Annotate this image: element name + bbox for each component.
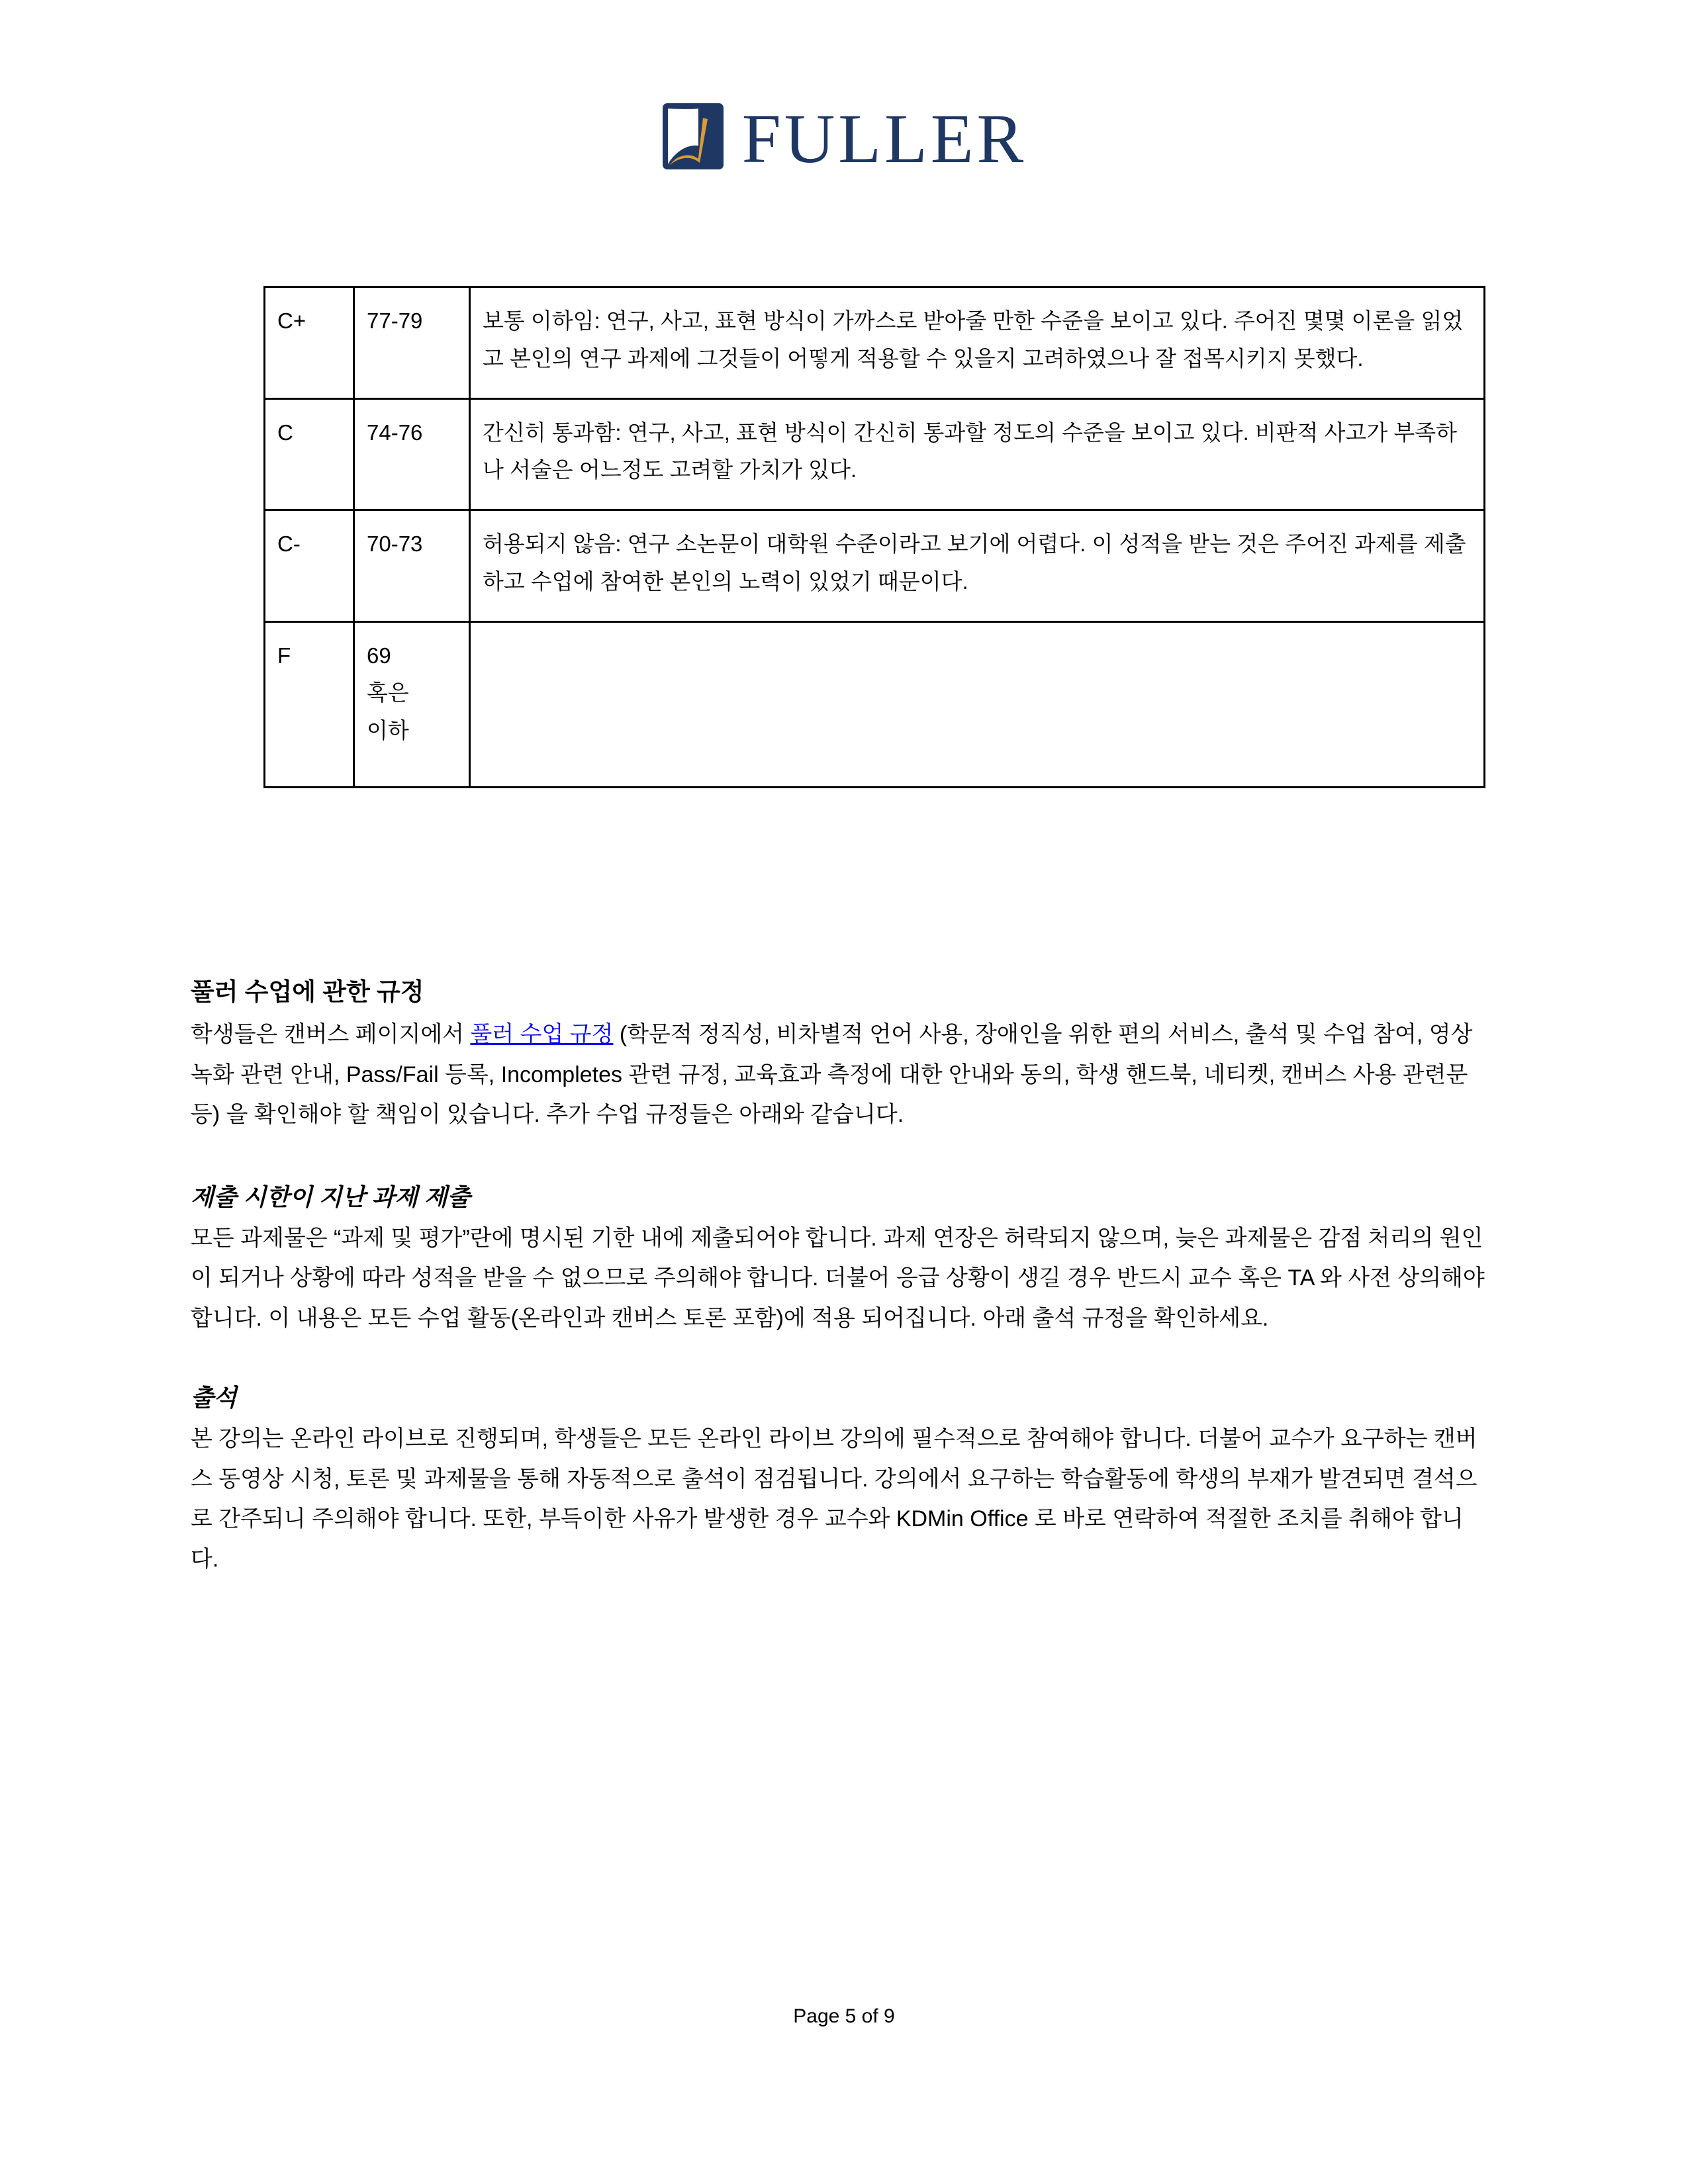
table-row [265, 510, 1485, 622]
logo-wordmark: FULLER [741, 100, 1027, 177]
section-heading-late-work: 제출 시한이 지난 과제 제출 [191, 1183, 471, 1210]
cell-description: 허용되지 않음: 연구 소논문이 대학원 수준이라고 보기에 어렵다. 이 성적을 받는 것은 주어진 과제를 제출 하고 수업에 참여한 본인의 노력이 있었기 때문이다. [470, 510, 1485, 622]
grading-scale-table [263, 286, 1485, 788]
cell-range [354, 621, 470, 787]
table-row [265, 287, 1485, 399]
cell-range: 77-79 [354, 287, 470, 399]
spacer [191, 1338, 1488, 1379]
cell-grade: C [265, 398, 354, 510]
section-heading-policies: 풀러 수업에 관한 규정 [191, 978, 424, 1005]
page-number-label: Page 5 of 9 [793, 2005, 895, 2027]
table-row [265, 621, 1485, 787]
fuller-logo [661, 99, 1027, 177]
range-line: 혹은 [367, 680, 409, 705]
range-line: 이하 [367, 718, 409, 743]
page-header [0, 0, 1688, 177]
cell-range: 74-76 [354, 398, 470, 510]
policies-intro-paragraph [191, 1015, 1488, 1135]
fuller-open-book-icon [661, 102, 725, 171]
cell-range: 70-73 [354, 510, 470, 622]
spacer [191, 1135, 1488, 1179]
cell-description [470, 621, 1485, 787]
table-row [265, 398, 1485, 510]
attendance-paragraph: 본 강의는 온라인 라이브로 진행되며, 학생들은 모든 온라인 라이브 강의에 필수적으로 참여해야 합니다. 더불어 교수가 요구하는 캔버스 동영상 시청, 토론 및 과제물을 통해 자동적으로 출석이 점검됩니다. 강의에서 요구하는 학습활동에 학생의 부재가 발견되면 결석으로 간주되니 주의해야 합니다. 또한, 부득이한 사유가 발생한 경우 교수와 KDMin Office 로 바로 연락하여 적절한 조치를 취해야 합니다. [191, 1426, 1477, 1572]
cell-description: 간신히 통과함: 연구, 사고, 표현 방식이 간신히 통과할 정도의 수준을 보이고 있다. 비판적 사고가 부족하나 서술은 어느정도 고려할 가치가 있다. [470, 398, 1485, 510]
section-heading-attendance: 출석 [191, 1384, 237, 1412]
fuller-course-policies-link[interactable]: 풀러 수업 규정 [470, 1022, 614, 1048]
late-work-paragraph: 모든 과제물은 “과제 및 평가”란에 명시된 기한 내에 제출되어야 합니다. 과제 연장은 허락되지 않으며, 늦은 과제물은 감점 처리의 원인이 되거나 상황에 따라 성적을 받을 수 없으므로 주의해야 합니다. 더불어 응급 상황이 생길 경우 반드시 교수 혹은 TA 와 사전 상의해야 합니다. 이 내용은 모든 수업 활동(온라인과 캔버스 토론 포함)에 적용 되어집니다. 아래 출석 규정을 확인하세요. [191, 1225, 1485, 1331]
page-footer [0, 2005, 1688, 2028]
document-body [191, 973, 1488, 1579]
policies-intro-part1: 학생들은 캔버스 페이지에서 [191, 1022, 471, 1048]
cell-grade: C+ [265, 287, 354, 399]
cell-grade: C- [265, 510, 354, 622]
cell-description: 보통 이하임: 연구, 사고, 표현 방식이 가까스로 받아줄 만한 수준을 보이고 있다. 주어진 몇몇 이론을 읽었고 본인의 연구 과제에 그것들이 어떻게 적용할 수 있을지 고려하였으나 잘 접목시키지 못했다. [470, 287, 1485, 399]
cell-grade: F [265, 621, 354, 787]
policies-intro-part2: (학문적 정직성, 비차별적 언어 사용, 장애인을 위한 편의 서비스, 출석 및 수업 참여, 영상 녹화 관련 안내, Pass/Fail 등록, Incompletes 관련 규정, 교육효과 측정에 대한 안내와 동의, 학생 핸드북, 네티켓, 캔버스 사용 관련문 등) 을 확인해야 할 책임이 있습니다. 추가 수업 규정들은 아래와 같습니다. [191, 1022, 1473, 1128]
range-line: 69 [367, 643, 391, 668]
